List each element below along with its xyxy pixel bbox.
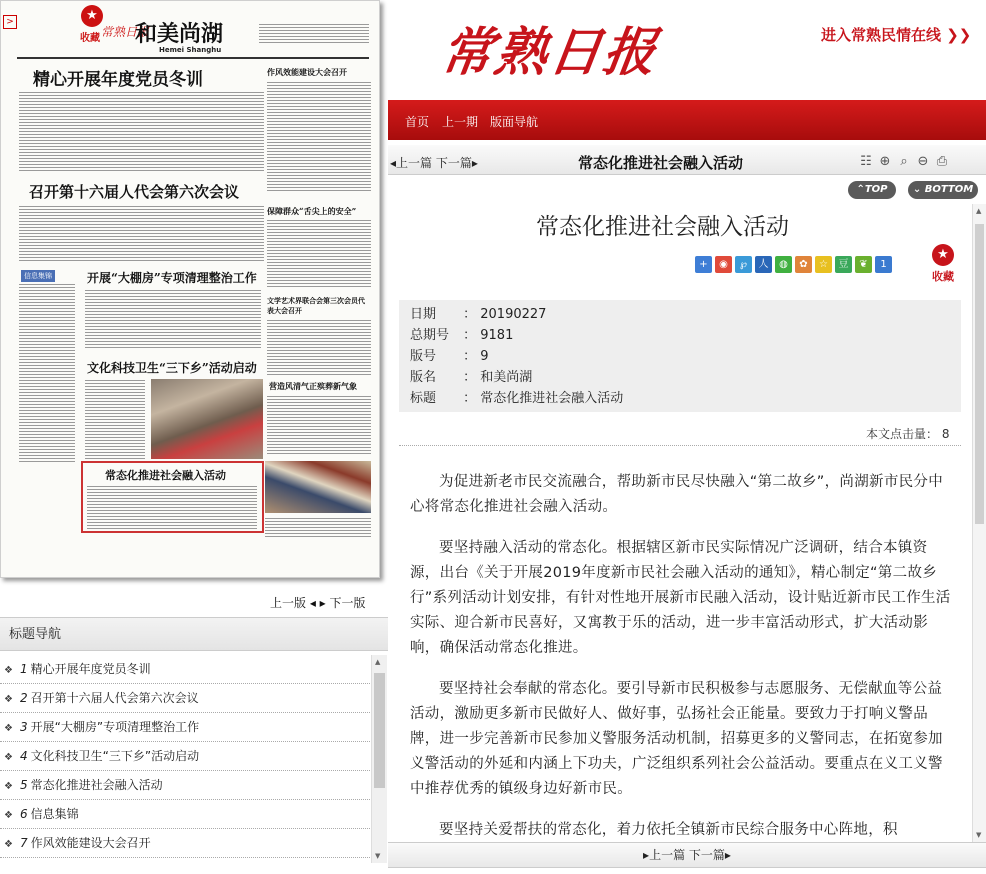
article-paragraph: 要坚持关爱帮扶的常态化，着力依托全镇新市民综合服务中心阵地，积 bbox=[439, 822, 898, 838]
paper-text-block bbox=[85, 379, 145, 459]
corner-arrow-icon[interactable]: > bbox=[3, 15, 17, 29]
zoom-in-icon[interactable]: ⊕ bbox=[879, 154, 891, 169]
right-panel bbox=[388, 0, 986, 874]
title-nav-num: 5 bbox=[20, 778, 28, 792]
scroll-up-icon[interactable]: ▲ bbox=[976, 207, 982, 215]
title-nav-num: 3 bbox=[20, 720, 28, 734]
meta-row: 日期 ： 20190227 bbox=[410, 304, 961, 325]
title-nav-num: 6 bbox=[20, 807, 28, 821]
diamond-icon: ❖ bbox=[4, 781, 13, 792]
page-pager bbox=[270, 594, 366, 611]
newspaper-page-thumbnail[interactable] bbox=[0, 0, 380, 578]
paper-headline-3[interactable]: 开展“大棚房”专项清理整治工作 bbox=[87, 271, 257, 285]
diamond-icon: ❖ bbox=[4, 694, 13, 705]
title-nav-item[interactable] bbox=[0, 684, 370, 713]
paper-rule bbox=[17, 57, 369, 59]
nav-home[interactable]: 首页 bbox=[405, 115, 430, 129]
paper-photo[interactable] bbox=[265, 461, 371, 513]
title-nav-num: 1 bbox=[20, 662, 28, 676]
paper-headline-5[interactable]: 常态化推进社会融入活动 bbox=[105, 469, 226, 482]
share-qzone-icon[interactable]: ℘ bbox=[735, 256, 752, 273]
diamond-icon: ❖ bbox=[4, 665, 13, 676]
share-one-icon[interactable]: 1 bbox=[875, 256, 892, 273]
nav-page-guide[interactable]: 版面导航 bbox=[490, 115, 539, 129]
title-nav-item[interactable] bbox=[0, 713, 370, 742]
share-douban-icon[interactable]: 豆 bbox=[835, 256, 852, 273]
brand-header bbox=[388, 0, 986, 100]
paper-text-block bbox=[265, 517, 371, 537]
article-tools bbox=[858, 150, 953, 170]
diamond-icon: ❖ bbox=[4, 723, 13, 734]
paper-headline-4[interactable]: 文化科技卫生“三下乡”活动启动 bbox=[87, 361, 257, 375]
meta-value: 9 bbox=[480, 349, 489, 364]
paper-mast-en: Hemei Shanghu bbox=[159, 46, 222, 54]
print-icon[interactable]: ⎙ bbox=[936, 154, 948, 169]
title-nav-header: 标题导航 bbox=[0, 617, 388, 651]
paper-text-block bbox=[267, 219, 371, 289]
zoom-out-icon[interactable]: ⊖ bbox=[917, 154, 929, 169]
paper-mast-logo: 常熟日报 bbox=[101, 25, 150, 39]
meta-value: 常态化推进社会融入活动 bbox=[480, 391, 624, 406]
meta-row: 版号 ： 9 bbox=[410, 346, 961, 367]
article-toolbar bbox=[388, 145, 986, 175]
meta-row: 版名 ： 和美尚湖 bbox=[410, 367, 961, 388]
paper-text-block bbox=[267, 319, 371, 375]
meta-row: 标题 ： 常态化推进社会融入活动 bbox=[410, 388, 961, 409]
meta-value: 20190227 bbox=[480, 307, 547, 322]
article-paragraph: 为促进新老市民交流融合，帮助新市民尽快融入“第二故乡”，尚湖新市民分中心将常态化推进社会融入活动。 bbox=[410, 474, 944, 515]
title-nav-label[interactable]: 精心开展年度党员冬训 bbox=[30, 662, 151, 676]
next-page-link[interactable]: 下一版 bbox=[329, 596, 366, 610]
scroll-up-icon[interactable]: ▲ bbox=[375, 658, 381, 666]
title-nav-scrollbar[interactable] bbox=[371, 655, 387, 863]
pager-arrows-icon: ◂ ▸ bbox=[309, 596, 330, 610]
article-pager bbox=[390, 154, 478, 171]
share-kaixin-icon[interactable]: ✿ bbox=[795, 256, 812, 273]
article-scrollbar[interactable] bbox=[972, 204, 986, 842]
scroll-down-icon[interactable]: ▼ bbox=[976, 831, 982, 839]
share-weibo-icon[interactable]: ◉ bbox=[715, 256, 732, 273]
diamond-icon: ❖ bbox=[4, 752, 13, 763]
paper-mast-title: 和美尚湖 bbox=[135, 21, 224, 47]
meta-key: 日期 bbox=[410, 307, 437, 322]
title-nav-item[interactable] bbox=[0, 829, 370, 858]
paper-text-block bbox=[19, 283, 75, 463]
to-bottom-button[interactable]: ⌄ BOTTOM bbox=[908, 181, 978, 199]
title-nav-label[interactable]: 召开第十六届人代会第六次会议 bbox=[30, 691, 199, 705]
share-star-icon[interactable]: ☆ bbox=[815, 256, 832, 273]
meta-key: 标题 bbox=[410, 391, 437, 406]
prev-article-link[interactable]: ◂上一篇 bbox=[390, 156, 433, 170]
diamond-icon: ❖ bbox=[4, 810, 13, 821]
to-top-button[interactable]: ⌃TOP bbox=[848, 181, 896, 199]
paper-headline-9[interactable]: 营造风清气正殡葬新气象 bbox=[269, 381, 357, 391]
prev-article-link[interactable]: ▸上一篇 bbox=[643, 848, 686, 862]
title-nav-item[interactable] bbox=[0, 800, 370, 829]
favorite-label[interactable]: 收藏 bbox=[932, 270, 954, 283]
title-nav-label[interactable]: 常态化推进社会融入活动 bbox=[30, 778, 163, 792]
meta-key: 版号 bbox=[410, 349, 437, 364]
paper-headline-6[interactable]: 作风效能建设大会召开 bbox=[267, 67, 347, 77]
title-nav-label[interactable]: 信息集锦 bbox=[30, 807, 79, 821]
article-content bbox=[388, 204, 986, 842]
meta-key: 版名 bbox=[410, 370, 437, 385]
paper-headline-8[interactable]: 文学艺术界联合会第三次会员代表大会召开 bbox=[267, 296, 365, 315]
title-nav-label[interactable]: 文化科技卫生“三下乡”活动启动 bbox=[30, 749, 200, 763]
paper-text-block bbox=[267, 395, 371, 455]
paper-headline-7[interactable]: 保障群众“舌尖上的安全” bbox=[267, 206, 357, 216]
click-count: 本文点击量： 8 bbox=[866, 427, 950, 441]
favorite-button[interactable] bbox=[928, 244, 958, 284]
next-article-link[interactable]: 下一篇▸ bbox=[435, 156, 478, 170]
minqing-online-link[interactable]: 进入常熟民情在线 ❯❯ bbox=[821, 26, 972, 44]
meta-row: 总期号 ： 9181 bbox=[410, 325, 961, 346]
zoom-reset-icon[interactable]: ⌕ bbox=[900, 154, 908, 169]
title-nav-num: 2 bbox=[20, 691, 28, 705]
title-nav-item[interactable] bbox=[0, 742, 370, 771]
list-icon[interactable]: ☷ bbox=[860, 154, 872, 169]
prev-page-link[interactable]: 上一版 bbox=[270, 596, 307, 610]
meta-value: 9181 bbox=[480, 328, 514, 343]
paper-text-block bbox=[19, 205, 264, 261]
title-nav-list bbox=[0, 655, 388, 863]
nav-prev-issue[interactable]: 上一期 bbox=[442, 115, 479, 129]
share-leaf-icon[interactable]: ❦ bbox=[855, 256, 872, 273]
paper-mast-meta bbox=[259, 23, 369, 45]
meta-key: 总期号 bbox=[410, 328, 450, 343]
diamond-icon: ❖ bbox=[4, 839, 13, 850]
star-icon[interactable]: ★ bbox=[81, 5, 103, 27]
paper-headline-2[interactable]: 召开第十六届人代会第六次会议 bbox=[29, 183, 240, 201]
share-renren-icon[interactable]: 人 bbox=[755, 256, 772, 273]
title-nav-label[interactable]: 作风效能建设大会召开 bbox=[30, 836, 151, 850]
scroll-thumb[interactable] bbox=[374, 673, 385, 788]
bottom-article-pager bbox=[388, 842, 986, 868]
article-paragraph: 要坚持融入活动的常态化。根据辖区新市民实际情况广泛调研，结合本镇资源，出台《关于开展2019年度新市民社会融入活动的通知》，精心制定“第二故乡行”系列活动计划安排，有针对性地开展新市民融入活动，设计贴近新市民工作生活实际、迎合新市民喜好，又寓教于乐的活动，进一步丰富活动形式，扩大活动影响，确保活动常态化推进。 bbox=[410, 540, 951, 656]
share-icons bbox=[695, 252, 895, 273]
title-nav-label[interactable]: 开展“大棚房”专项清理整治工作 bbox=[30, 720, 200, 734]
title-nav-num: 4 bbox=[20, 749, 28, 763]
scroll-thumb[interactable] bbox=[975, 224, 984, 524]
paper-text-block bbox=[85, 289, 261, 349]
star-icon[interactable]: ★ bbox=[932, 244, 954, 266]
paper-text-block bbox=[19, 91, 264, 171]
paper-headline-1[interactable]: 精心开展年度党员冬训 bbox=[33, 70, 203, 90]
next-article-link[interactable]: 下一篇▸ bbox=[688, 848, 731, 862]
article-paragraph: 要坚持社会奉献的常态化。要引导新市民积极参与志愿服务、无偿献血等公益活动，激励更多新市民做好人、做好事，弘扬社会正能量。要致力于打响义警品牌，进一步完善新市民参加义警服务活动机制，招募更多的义警同志，在拓宽参加义警活动的外延和内涵上下功夫，广泛组织系列社会公益活动。要重点在义工义警中推荐优秀的镇级身边好新市民。 bbox=[410, 681, 943, 797]
article-bar-title: 常态化推进社会融入活动 bbox=[578, 154, 744, 172]
share-wechat-icon[interactable]: ◍ bbox=[775, 256, 792, 273]
article-title: 常态化推进社会融入活动 bbox=[536, 214, 789, 240]
title-nav-num: 7 bbox=[20, 836, 28, 850]
paper-text-block bbox=[267, 81, 371, 191]
site-logo[interactable]: 常熟日报 bbox=[437, 22, 662, 83]
paper-fav-label[interactable]: 收藏 bbox=[80, 33, 100, 44]
paper-photo[interactable] bbox=[151, 379, 263, 459]
title-nav-item[interactable] bbox=[0, 771, 370, 800]
article-meta bbox=[399, 300, 961, 412]
title-nav-item[interactable] bbox=[0, 655, 370, 684]
paper-text-block bbox=[87, 485, 257, 529]
meta-value: 和美尚湖 bbox=[480, 370, 533, 385]
share-plus-icon[interactable]: + bbox=[695, 256, 712, 273]
left-panel bbox=[0, 0, 388, 874]
scroll-down-icon[interactable]: ▼ bbox=[375, 852, 381, 860]
top-nav bbox=[388, 100, 986, 140]
divider bbox=[399, 445, 961, 446]
article-body bbox=[410, 470, 954, 842]
paper-tag[interactable]: 信息集锦 bbox=[21, 270, 55, 282]
